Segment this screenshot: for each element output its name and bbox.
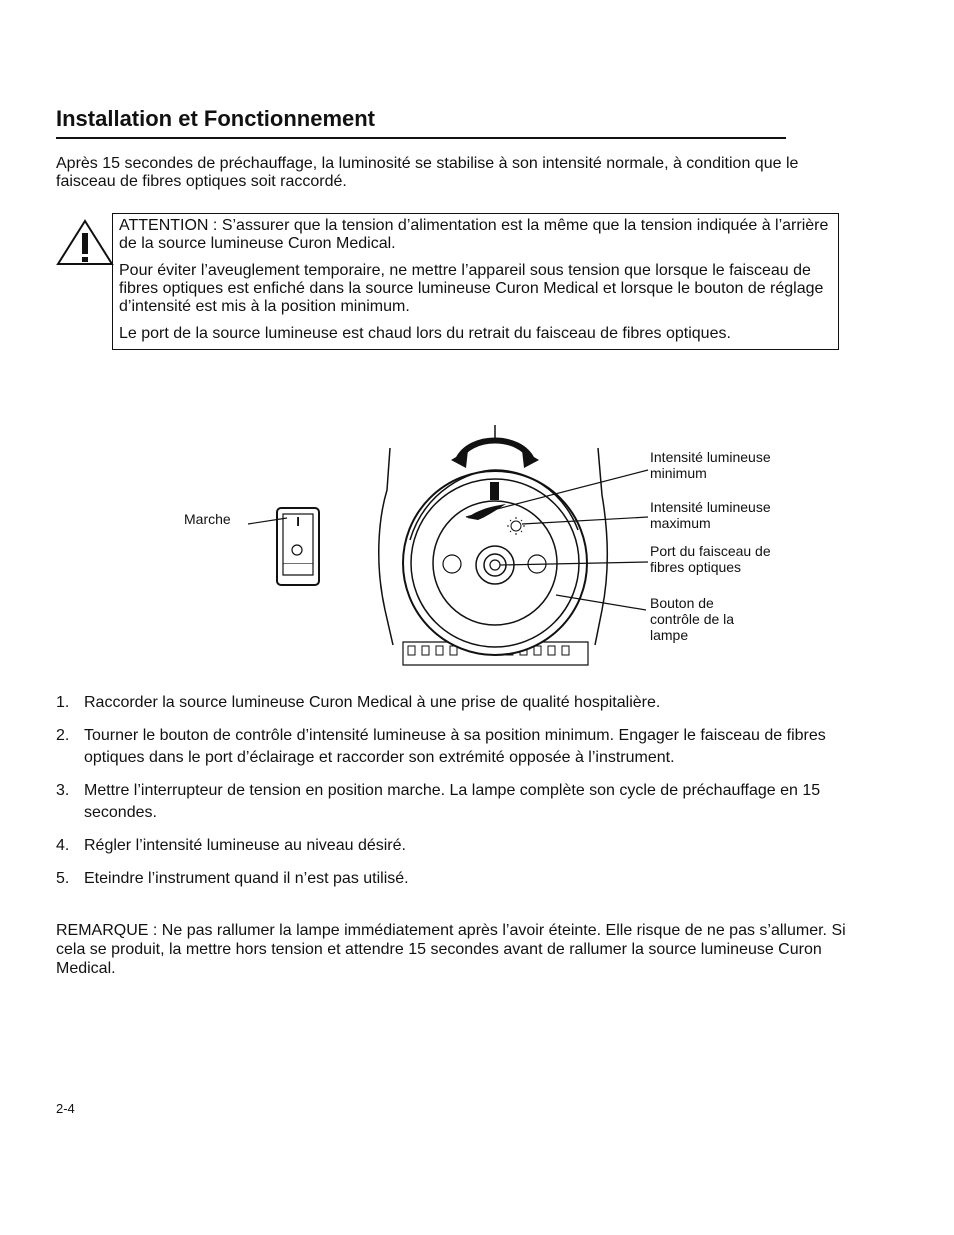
label-fiber-port: Port du faisceau de fibres optiques (650, 543, 771, 575)
step-number: 5. (56, 870, 70, 887)
warning-box (112, 213, 839, 350)
warning-text: ATTENTION : S’assurer que la tension d’alimentation est la même que la tension indiquée à l’arrière de la source lumineuse Curon Medical. (119, 217, 829, 252)
warning-text: Le port de la source lumineuse est chaud lors du retrait du faisceau de fibres optiques. (119, 325, 731, 342)
section-title: Installation et Fonctionnement (56, 105, 786, 139)
step-number: 4. (56, 837, 70, 854)
label-lamp-knob: Bouton de contrôle de la lampe (650, 595, 735, 643)
step-number: 1. (56, 694, 70, 711)
list-item (56, 868, 841, 890)
label-marche: Marche (184, 511, 231, 527)
warning-text: Pour éviter l’aveuglement temporaire, ne mettre l’appareil sous tension que lorsque le faisceau de fibres optiques est enfiché dans la source lumineuse Curon Medical et lorsque le bouton de réglage d’intensité est mis à la position minimum. (119, 262, 824, 315)
light-source-diagram (170, 420, 810, 675)
note-paragraph: REMARQUE : Ne pas rallumer la lampe immédiatement après l’avoir éteinte. Elle risque de ne pas s’allumer. Si cela se produit, la mettre hors tension et attendre 15 secondes avant de rallumer la source lumineuse Curon Medical. (56, 922, 846, 977)
intro-paragraph: Après 15 secondes de préchauffage, la luminosité se stabilise à son intensité normale, à condition que le faisceau de fibres optiques soit raccordé. (56, 155, 799, 190)
page-number: 2-4 (56, 1101, 75, 1116)
step-number: 3. (56, 782, 70, 799)
step-text: Régler l’intensité lumineuse au niveau désiré. (84, 837, 406, 854)
label-max-intensity: Intensité lumineuse maximum (650, 499, 771, 531)
step-number: 2. (56, 727, 70, 744)
switch-on-symbol: I (296, 514, 300, 529)
instruction-list (56, 692, 841, 901)
list-item (56, 780, 841, 824)
step-text: Mettre l’interrupteur de tension en position marche. La lampe complète son cycle de préchauffage en 15 secondes. (84, 782, 821, 821)
label-min-intensity: Intensité lumineuse minimum (650, 449, 771, 481)
list-item (56, 692, 841, 714)
step-text: Eteindre l’instrument quand il n’est pas utilisé. (84, 870, 409, 887)
list-item (56, 725, 841, 769)
step-text: Tourner le bouton de contrôle d’intensité lumineuse à sa position minimum. Engager le faisceau de fibres optiques dans le port d’éclairage et raccorder son extrémité opposée à l’instrument. (84, 727, 826, 766)
list-item (56, 835, 841, 857)
warning-triangle-icon (56, 218, 114, 266)
step-text: Raccorder la source lumineuse Curon Medical à une prise de qualité hospitalière. (84, 694, 661, 711)
